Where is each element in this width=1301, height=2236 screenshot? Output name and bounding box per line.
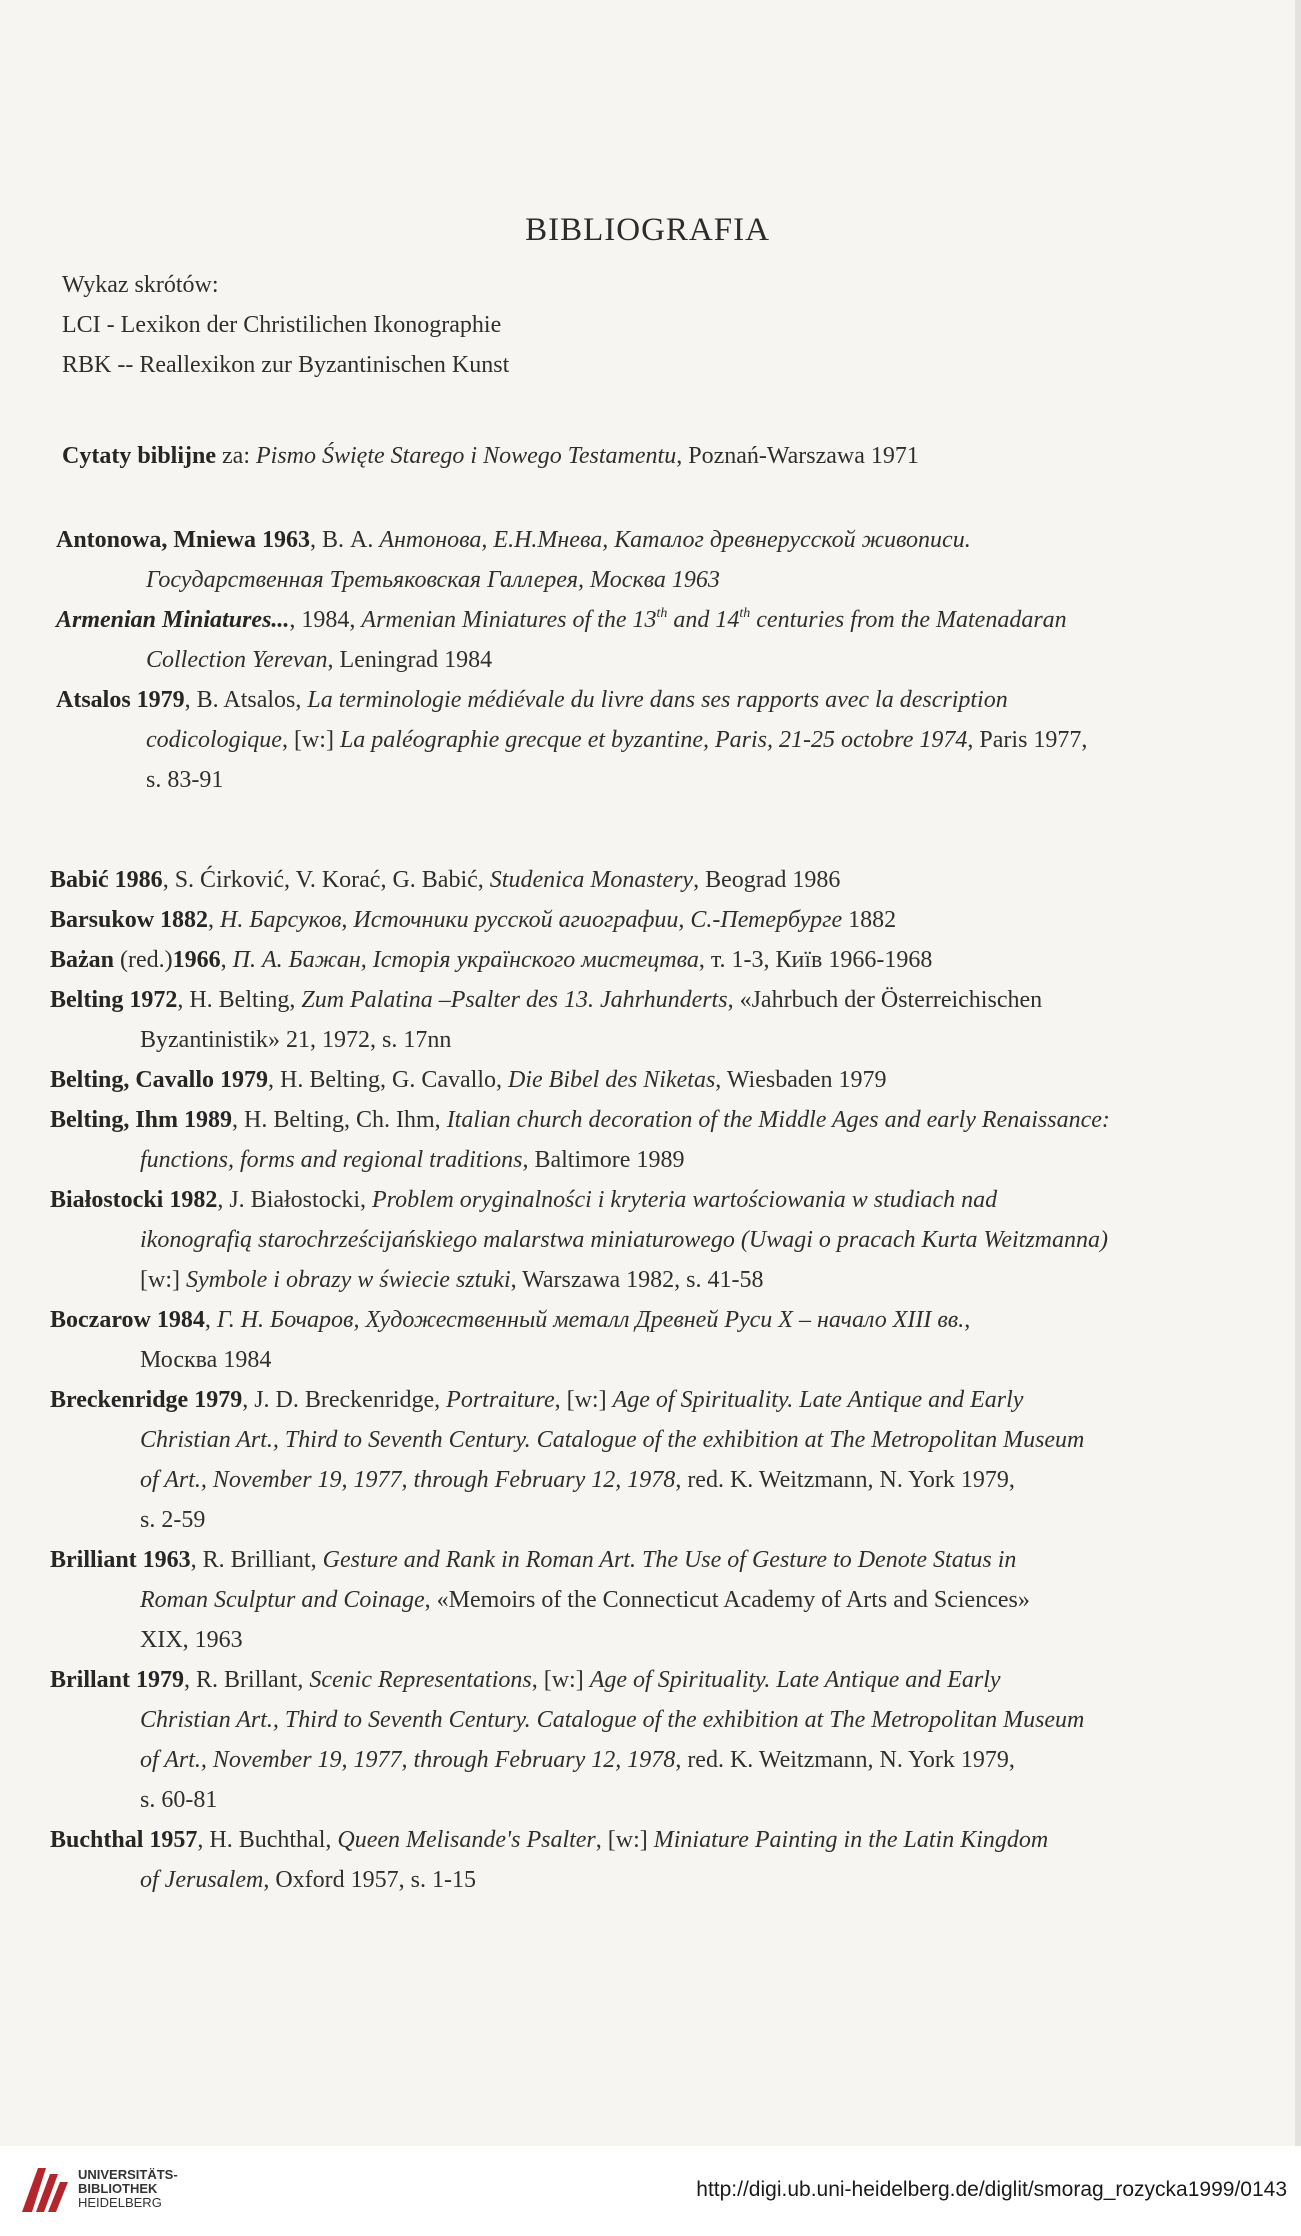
bib-entry	[0, 860, 1295, 900]
bib-entry	[0, 1380, 1295, 1540]
entry-text: , red. K. Weitzmann, N. York 1979,	[675, 1467, 1015, 1493]
entry-text: , red. K. Weitzmann, N. York 1979,	[675, 1747, 1015, 1773]
citation-text: za:	[222, 443, 256, 469]
entry-key: Belting 1972	[50, 987, 178, 1013]
entry-text: , Beograd 1986	[693, 867, 841, 893]
entry-pages: s. 83-91	[146, 767, 224, 793]
bib-entry	[0, 1540, 1295, 1660]
entry-title: of Jerusalem	[140, 1867, 264, 1893]
viewer-footer	[0, 2146, 1301, 2236]
entry-title: Christian Art., Third to Seventh Century. Catalogue of the exhibition at The Metropolitan Museum	[140, 1427, 1085, 1453]
entry-text: , J. D. Breckenridge,	[242, 1387, 447, 1413]
entry-text: , В. А.	[310, 527, 380, 553]
page-title: BIBLIOGRAFIA	[525, 212, 770, 248]
entry-text: , «Jahrbuch der Österreichischen	[727, 987, 1043, 1013]
entry-title: Н. Барсуков, Источники русской агиографии, С.-Петербурге	[220, 907, 843, 933]
entry-title: Scenic Representations	[309, 1667, 532, 1693]
entry-text: ,	[208, 907, 221, 933]
entry-key: Barsukow 1882	[50, 907, 209, 933]
entry-title: Zum Palatina –Psalter des 13. Jahrhunderts	[301, 987, 728, 1013]
bib-entry	[0, 1820, 1295, 1900]
entry-title: Collection Yerevan	[146, 647, 328, 673]
entry-text: ,	[964, 1307, 971, 1333]
entry-text: , 1984,	[289, 607, 362, 633]
entry-text: , т. 1-3, Київ 1966-1968	[698, 947, 933, 973]
library-name-line: HEIDELBERG	[78, 2195, 162, 2210]
entry-text: ,	[220, 947, 233, 973]
entry-title: centuries from the Matenadaran	[750, 607, 1067, 633]
entry-text: , H. Belting, Ch. Ihm,	[232, 1107, 447, 1133]
entry-title: ikonografią starochrześcijańskiego malarstwa miniaturowego (Uwagi o pracach Kurta Weitzmanna)	[140, 1227, 1108, 1253]
entry-key: Białostocki 1982	[50, 1187, 218, 1213]
abbreviations-block	[0, 265, 1295, 385]
entry-text: , [w:]	[531, 1667, 590, 1693]
citation-note	[0, 436, 1295, 476]
entry-text: XIX, 1963	[140, 1627, 243, 1653]
entry-pages: s. 60-81	[140, 1787, 218, 1813]
bib-entry	[0, 1180, 1295, 1300]
library-name-line: BIBLIOTHEK	[78, 2181, 158, 2196]
entry-title: Studenica Monastery	[489, 867, 694, 893]
entry-text: [w:]	[140, 1267, 186, 1293]
entry-text: , H. Belting, G. Cavallo,	[268, 1067, 508, 1093]
entry-title: Symbole i obrazy w świecie sztuki	[185, 1267, 511, 1293]
abbreviation-rbk: RBK -- Reallexikon zur Byzantinischen Kunst	[62, 352, 510, 378]
entry-title: Государственная Третьяковская Галлерея, Москва 1963	[146, 567, 720, 593]
entry-key: Atsalos 1979	[56, 687, 185, 713]
entry-key: 1966	[172, 947, 221, 973]
entry-key: Armenian Miniatures...	[56, 607, 290, 633]
entry-text: , Leningrad 1984	[327, 647, 493, 673]
entry-text: , Baltimore 1989	[522, 1147, 685, 1173]
entry-key: Babić 1986	[50, 867, 163, 893]
entry-text: ,	[204, 1307, 217, 1333]
entry-text: , R. Brillant,	[184, 1667, 310, 1693]
entry-text: , Oxford 1957, s. 1-15	[263, 1867, 476, 1893]
entry-title: Г. Н. Бочаров, Художественный металл Древней Руси X – начало XIII вв.	[216, 1307, 965, 1333]
bibliography-group-2	[0, 860, 1295, 1900]
entry-key: Boczarow 1984	[50, 1307, 205, 1333]
bib-entry	[0, 900, 1295, 940]
entry-title: Антонова, Е.Н.Мнева, Каталог древнерусской живописи.	[379, 527, 971, 553]
bib-entry	[0, 940, 1295, 980]
entry-text: (red.)	[114, 947, 173, 973]
entry-key: Antonowa, Mniewa 1963	[56, 527, 311, 553]
entry-text: , Wiesbaden 1979	[715, 1067, 887, 1093]
entry-text: , H. Belting,	[177, 987, 302, 1013]
document-url-link[interactable]: http://digi.ub.uni-heidelberg.de/diglit/smorag_rozycka1999/0143	[696, 2178, 1287, 2201]
university-library-logo-icon	[16, 2160, 72, 2220]
entry-title: Age of Spirituality. Late Antique and Early	[612, 1387, 1024, 1413]
bib-entry	[0, 1060, 1295, 1100]
bib-entry	[0, 1660, 1295, 1820]
entry-key: Brilliant 1963	[50, 1547, 191, 1573]
entry-title: and 14	[667, 607, 740, 633]
citation-suffix: , Poznań-Warszawa 1971	[676, 443, 919, 469]
entry-key: Belting, Ihm 1989	[50, 1107, 233, 1133]
entry-text: , [w:]	[554, 1387, 613, 1413]
bib-entry	[0, 520, 1295, 600]
citation-prefix: Cytaty biblijne	[62, 443, 217, 469]
library-name	[78, 2168, 178, 2210]
entry-title: Miniature Painting in the Latin Kingdom	[653, 1827, 1049, 1853]
library-name-line: UNIVERSITÄTS-	[78, 2167, 178, 2182]
abbreviations-heading: Wykaz skrótów:	[62, 272, 219, 298]
superscript: th	[656, 606, 668, 621]
superscript: th	[739, 606, 751, 621]
entry-title: Queen Melisande's Psalter	[337, 1827, 596, 1853]
entry-title: La paléographie grecque et byzantine, Paris, 21-25 octobre 1974	[339, 727, 968, 753]
entry-key: Belting, Cavallo 1979	[50, 1067, 269, 1093]
bib-entry	[0, 1300, 1295, 1380]
entry-title: Age of Spirituality. Late Antique and Early	[589, 1667, 1001, 1693]
entry-title: Portraiture	[446, 1387, 555, 1413]
entry-title: of Art., November 19, 1977, through February 12, 1978	[140, 1467, 676, 1493]
entry-title: П. А. Бажан, Історія українского мистецтва	[232, 947, 699, 973]
entry-text: Byzantinistik» 21, 1972, s. 17nn	[140, 1027, 452, 1053]
abbreviation-lci: LCI - Lexikon der Christilichen Ikonographie	[62, 312, 502, 338]
entry-text: Москва 1984	[140, 1347, 272, 1373]
entry-title: Die Bibel des Niketas	[508, 1067, 716, 1093]
entry-key: Breckenridge 1979	[50, 1387, 243, 1413]
entry-text: , R. Brilliant,	[190, 1547, 323, 1573]
entry-title: codicologique	[146, 727, 282, 753]
entry-title: of Art., November 19, 1977, through February 12, 1978	[140, 1747, 676, 1773]
entry-title: functions, forms and regional traditions	[140, 1147, 523, 1173]
entry-title: Gesture and Rank in Roman Art. The Use of Gesture to Denote Status in	[322, 1547, 1017, 1573]
bib-entry	[0, 600, 1295, 680]
entry-text: , «Memoirs of the Connecticut Academy of Arts and Sciences»	[424, 1587, 1030, 1613]
bib-entry	[0, 980, 1295, 1060]
entry-title: La terminologie médiévale du livre dans ses rapports avec la description	[307, 687, 1008, 713]
entry-text: , Warszawa 1982, s. 41-58	[510, 1267, 764, 1293]
entry-key: Buchthal 1957	[50, 1827, 198, 1853]
bibliography-group-1	[0, 520, 1295, 800]
entry-title: Armenian Miniatures of the 13	[361, 607, 657, 633]
entry-key: Bażan	[50, 947, 115, 973]
entry-text: 1882	[842, 907, 897, 933]
entry-text: , H. Buchthal,	[197, 1827, 338, 1853]
entry-title: Roman Sculptur and Coinage	[140, 1587, 425, 1613]
entry-text: , Paris 1977,	[967, 727, 1088, 753]
entry-text: , [w:]	[281, 727, 340, 753]
citation-source: Pismo Święte Starego i Nowego Testamentu	[256, 443, 677, 469]
bib-entry	[0, 680, 1295, 800]
entry-key: Brillant 1979	[50, 1667, 185, 1693]
entry-text: , J. Białostocki,	[217, 1187, 373, 1213]
entry-title: Italian church decoration of the Middle Ages and early Renaissance:	[446, 1107, 1110, 1133]
entry-text: , B. Atsalos,	[184, 687, 308, 713]
entry-text: , S. Ćirković, V. Korać, G. Babić,	[162, 867, 490, 893]
entry-title: Problem oryginalności i kryteria wartościowania w studiach nad	[372, 1187, 998, 1213]
bib-entry	[0, 1100, 1295, 1180]
entry-title: Christian Art., Third to Seventh Century. Catalogue of the exhibition at The Metropolitan Museum	[140, 1707, 1085, 1733]
entry-text: , [w:]	[595, 1827, 654, 1853]
entry-pages: s. 2-59	[140, 1507, 206, 1533]
